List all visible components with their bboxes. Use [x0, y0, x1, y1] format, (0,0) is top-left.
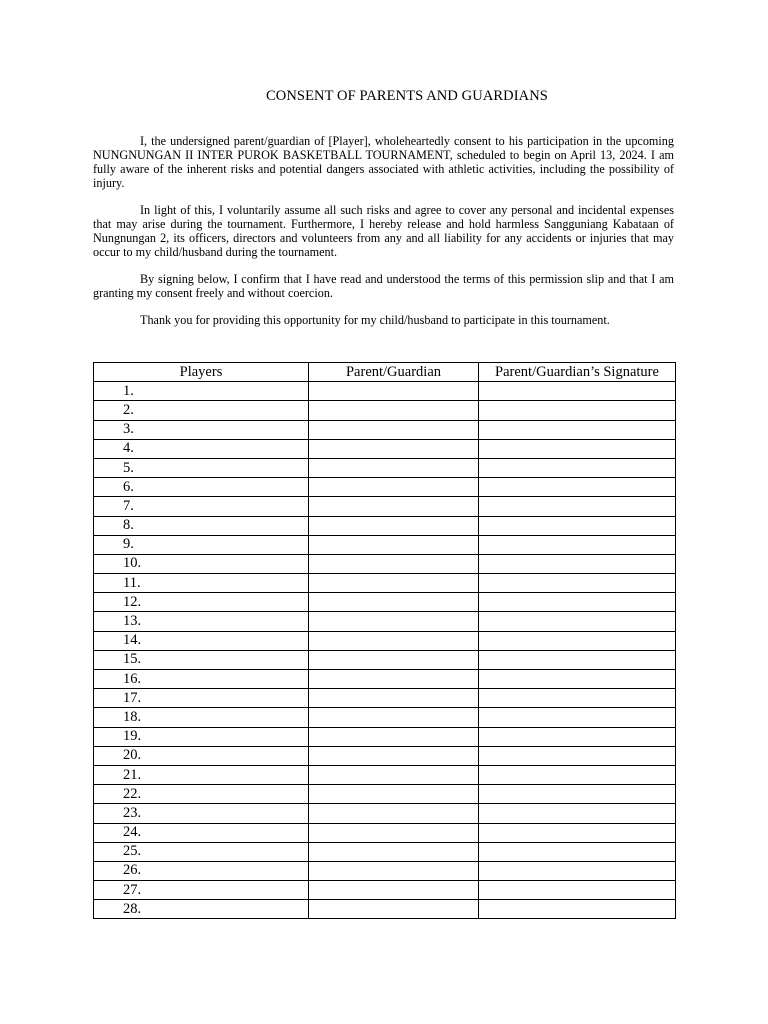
signature-cell[interactable]	[479, 478, 676, 497]
signature-cell[interactable]	[479, 593, 676, 612]
player-number-cell: 27.	[94, 881, 309, 900]
player-roster-table	[93, 362, 676, 919]
player-number-cell: 3.	[94, 420, 309, 439]
player-number-cell: 21.	[94, 765, 309, 784]
consent-body	[93, 134, 674, 340]
parent-guardian-cell[interactable]	[309, 900, 479, 919]
table-row	[94, 785, 676, 804]
signature-cell[interactable]	[479, 516, 676, 535]
table-row	[94, 554, 676, 573]
signature-cell[interactable]	[479, 842, 676, 861]
parent-guardian-cell[interactable]	[309, 478, 479, 497]
paragraph-consent: I, the undersigned parent/guardian of [Player], wholeheartedly consent to his participation in the upcoming NUNGNUNGAN II INTER PUROK BASKETBALL TOURNAMENT, scheduled to begin on April 13, 2024. I am fully aware of the inherent risks and potential dangers associated with athletic activities, including the possibility of injury.	[93, 134, 674, 190]
player-number-cell: 28.	[94, 900, 309, 919]
signature-cell[interactable]	[479, 612, 676, 631]
parent-guardian-cell[interactable]	[309, 842, 479, 861]
parent-guardian-cell[interactable]	[309, 382, 479, 401]
player-number-cell: 8.	[94, 516, 309, 535]
table-row	[94, 746, 676, 765]
parent-guardian-cell[interactable]	[309, 727, 479, 746]
paragraph-thanks: Thank you for providing this opportunity for my child/husband to participate in this tournament.	[140, 313, 610, 327]
table-row	[94, 478, 676, 497]
parent-guardian-cell[interactable]	[309, 593, 479, 612]
signature-cell[interactable]	[479, 535, 676, 554]
signature-cell[interactable]	[479, 746, 676, 765]
table-row	[94, 612, 676, 631]
signature-cell[interactable]	[479, 708, 676, 727]
signature-cell[interactable]	[479, 439, 676, 458]
player-number-cell: 12.	[94, 593, 309, 612]
table-row	[94, 631, 676, 650]
parent-guardian-cell[interactable]	[309, 401, 479, 420]
table-row	[94, 842, 676, 861]
parent-guardian-cell[interactable]	[309, 823, 479, 842]
parent-guardian-cell[interactable]	[309, 650, 479, 669]
table-row	[94, 861, 676, 880]
player-number-cell: 26.	[94, 861, 309, 880]
player-number-cell: 15.	[94, 650, 309, 669]
table-row	[94, 765, 676, 784]
table-row	[94, 535, 676, 554]
table-row	[94, 574, 676, 593]
parent-guardian-cell[interactable]	[309, 516, 479, 535]
table-row	[94, 823, 676, 842]
parent-guardian-cell[interactable]	[309, 631, 479, 650]
table-row	[94, 401, 676, 420]
parent-guardian-cell[interactable]	[309, 785, 479, 804]
table-row	[94, 727, 676, 746]
signature-cell[interactable]	[479, 497, 676, 516]
header-parent-guardian: Parent/Guardian	[309, 363, 479, 382]
parent-guardian-cell[interactable]	[309, 535, 479, 554]
player-number-cell: 9.	[94, 535, 309, 554]
table-row	[94, 382, 676, 401]
signature-cell[interactable]	[479, 765, 676, 784]
signature-cell[interactable]	[479, 900, 676, 919]
player-number-cell: 5.	[94, 458, 309, 477]
signature-cell[interactable]	[479, 823, 676, 842]
player-number-cell: 4.	[94, 439, 309, 458]
player-number-cell: 11.	[94, 574, 309, 593]
signature-cell[interactable]	[479, 420, 676, 439]
paragraph-confirmation: By signing below, I confirm that I have read and understood the terms of this permission slip and that I am granting my consent freely and without coercion.	[93, 272, 674, 300]
table-row	[94, 439, 676, 458]
table-row	[94, 420, 676, 439]
parent-guardian-cell[interactable]	[309, 670, 479, 689]
player-number-cell: 10.	[94, 554, 309, 573]
parent-guardian-cell[interactable]	[309, 554, 479, 573]
parent-guardian-cell[interactable]	[309, 458, 479, 477]
parent-guardian-cell[interactable]	[309, 804, 479, 823]
player-number-cell: 24.	[94, 823, 309, 842]
player-number-cell: 16.	[94, 670, 309, 689]
player-number-cell: 17.	[94, 689, 309, 708]
signature-cell[interactable]	[479, 881, 676, 900]
table-row	[94, 900, 676, 919]
table-header-row	[94, 363, 676, 382]
table-row	[94, 516, 676, 535]
signature-cell[interactable]	[479, 670, 676, 689]
signature-cell[interactable]	[479, 458, 676, 477]
signature-cell[interactable]	[479, 401, 676, 420]
table-row	[94, 497, 676, 516]
parent-guardian-cell[interactable]	[309, 708, 479, 727]
player-number-cell: 23.	[94, 804, 309, 823]
parent-guardian-cell[interactable]	[309, 497, 479, 516]
table-row	[94, 650, 676, 669]
parent-guardian-cell[interactable]	[309, 881, 479, 900]
header-signature: Parent/Guardian’s Signature	[479, 363, 676, 382]
player-number-cell: 2.	[94, 401, 309, 420]
signature-cell[interactable]	[479, 727, 676, 746]
player-number-cell: 20.	[94, 746, 309, 765]
table-row	[94, 708, 676, 727]
player-number-cell: 19.	[94, 727, 309, 746]
signature-cell[interactable]	[479, 861, 676, 880]
signature-cell[interactable]	[479, 785, 676, 804]
parent-guardian-cell[interactable]	[309, 765, 479, 784]
table-row	[94, 881, 676, 900]
paragraph-risks: In light of this, I voluntarily assume all such risks and agree to cover any personal and incidental expenses that may arise during the tournament. Furthermore, I hereby release and hold harmless Sangguniang Kabataan of Nungnungan 2, its officers, directors and volunteers from any and all liability for any accidents or injuries that may occur to my child/husband during the tournament.	[93, 203, 674, 259]
signature-cell[interactable]	[479, 689, 676, 708]
signature-cell[interactable]	[479, 382, 676, 401]
signature-cell[interactable]	[479, 804, 676, 823]
table-row	[94, 593, 676, 612]
player-number-cell: 7.	[94, 497, 309, 516]
parent-guardian-cell[interactable]	[309, 574, 479, 593]
table-row	[94, 804, 676, 823]
document-title: CONSENT OF PARENTS AND GUARDIANS	[266, 88, 548, 104]
parent-guardian-cell[interactable]	[309, 861, 479, 880]
signature-cell[interactable]	[479, 574, 676, 593]
player-number-cell: 14.	[94, 631, 309, 650]
table-row	[94, 689, 676, 708]
signature-cell[interactable]	[479, 650, 676, 669]
player-number-cell: 13.	[94, 612, 309, 631]
player-number-cell: 22.	[94, 785, 309, 804]
player-number-cell: 6.	[94, 478, 309, 497]
signature-cell[interactable]	[479, 554, 676, 573]
player-number-cell: 25.	[94, 842, 309, 861]
table-row	[94, 458, 676, 477]
parent-guardian-cell[interactable]	[309, 746, 479, 765]
parent-guardian-cell[interactable]	[309, 420, 479, 439]
header-players: Players	[94, 363, 309, 382]
parent-guardian-cell[interactable]	[309, 689, 479, 708]
signature-cell[interactable]	[479, 631, 676, 650]
table-row	[94, 670, 676, 689]
parent-guardian-cell[interactable]	[309, 612, 479, 631]
parent-guardian-cell[interactable]	[309, 439, 479, 458]
player-number-cell: 18.	[94, 708, 309, 727]
player-number-cell: 1.	[94, 382, 309, 401]
